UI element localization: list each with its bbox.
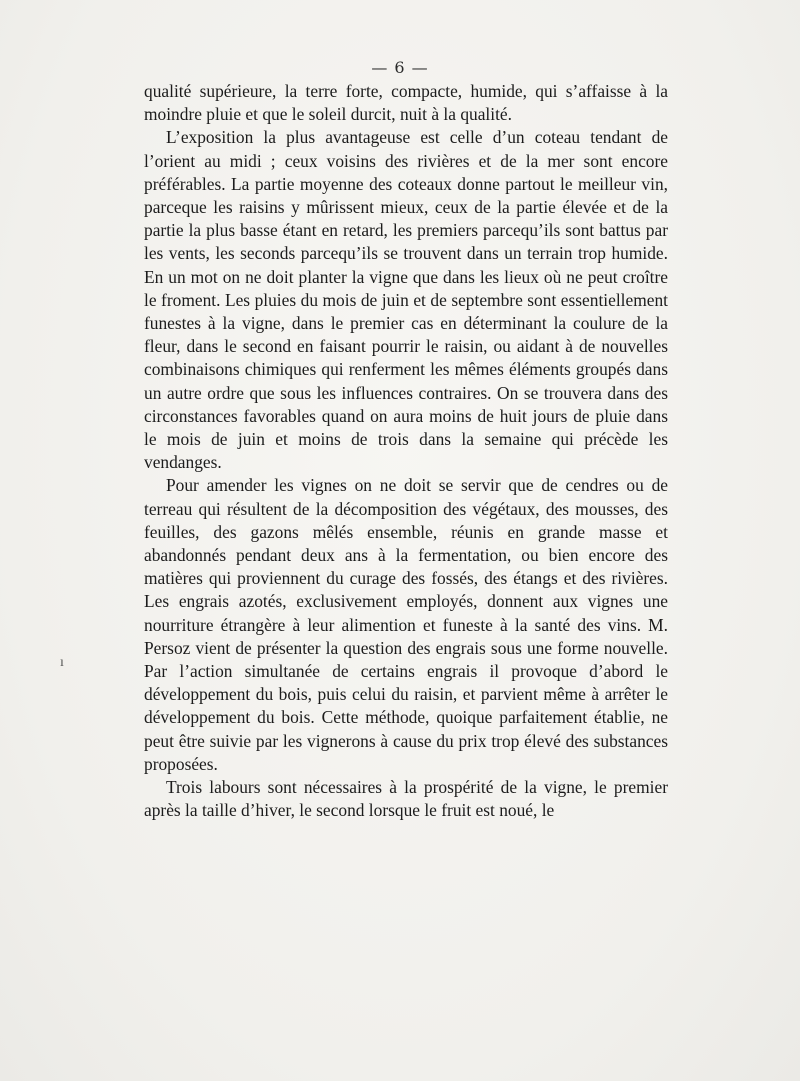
- paragraph-labours: Trois labours sont nécessaires à la prospérité de la vigne, le premier après la taille d’hiver, le second lorsque le fruit est noué, le: [144, 777, 668, 821]
- page-number: — 6 —: [371, 58, 429, 77]
- margin-mark: ı: [60, 655, 64, 670]
- paragraph-amendments: Pour amender les vignes on ne doit se servir que de cendres ou de terreau qui résultent de la décomposition des végétaux, des mousses, des feuilles, des gazons mêlés ensemble, réunis en grande masse et abandonnés pendant deux ans à la fermentation, ou bien encore des matières qui proviennent du curage des fossés, des étangs et des rivières. Les engrais azotés, exclusivement employés, donnent aux vignes une nourriture étrangère à leur alimention et funeste à la santé des vins. M. Persoz vient de présenter la question des engrais sous une forme nouvelle. Par l’action simultanée de certains engrais il provoque d’abord le développement du bois, puis celui du raisin, et parvient même à arrêter le développement du bois. Cette méthode, quoique parfaitement établie, ne peut être suivie par les vignerons à cause du prix trop élevé des substances proposées.: [144, 475, 668, 774]
- paragraph-exposition: L’exposition la plus avantageuse est celle d’un coteau tendant de l’orient au midi ; ceux voisins des rivières et de la mer sont encore préférables. La partie moyenne des coteaux donne partout le meilleur vin, parceque les raisins y mûrissent mieux, ceux de la partie élevée et de la partie la plus basse étant en retard, les premiers parcequ’ils sont battus par les vents, les seconds parcequ’ils se trouvent dans un terrain trop humide. En un mot on ne doit planter la vigne que dans les lieux où ne peut croître le froment. Les pluies du mois de juin et de septembre sont essentiellement funestes à la vigne, dans le premier cas en déterminant la coulure de la fleur, dans le second en faisant pourrir le raisin, ou aidant à de nouvelles combinaisons chimiques qui renferment les mêmes éléments groupés dans un autre ordre que sous les influences contraires. On se trouvera dans des circonstances favorables quand on aura moins de huit jours de pluie dans le mois de juin et moins de trois dans la semaine qui précède les vendanges.: [144, 127, 668, 473]
- paragraph-continued: qualité supérieure, la terre forte, compacte, humide, qui s’affaisse à la moindre pluie et que le soleil durcit, nuit à la qualité.: [144, 81, 668, 125]
- body-text: [144, 80, 668, 823]
